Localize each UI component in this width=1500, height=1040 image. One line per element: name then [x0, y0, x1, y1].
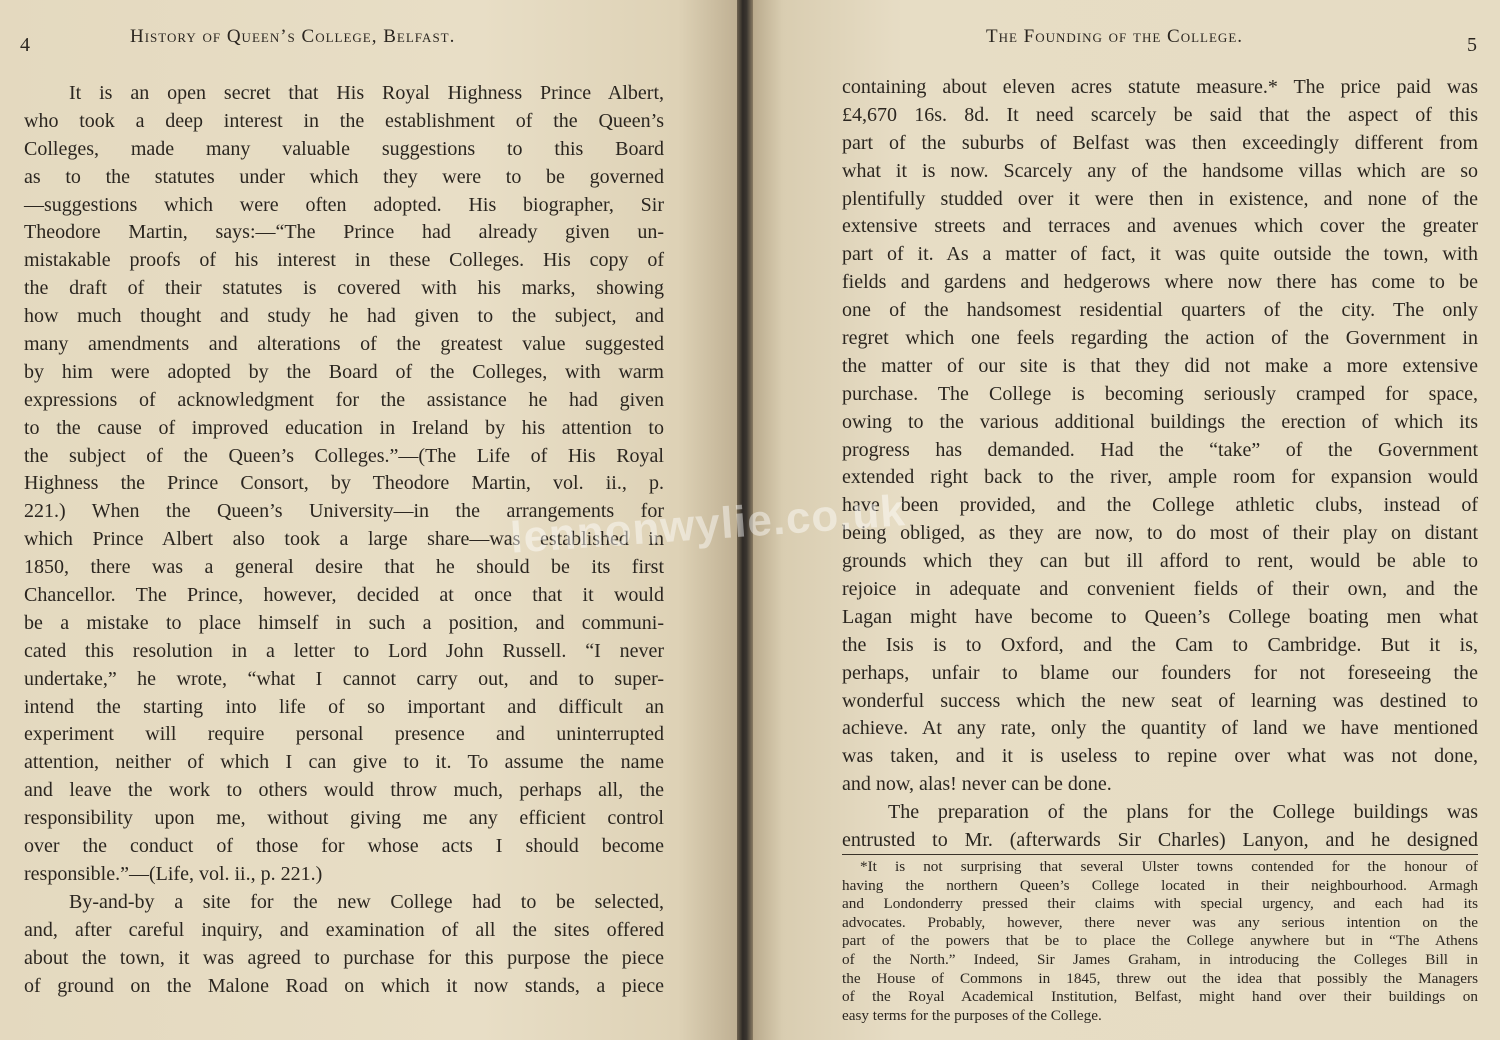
page-number: 5 — [1467, 34, 1477, 56]
text-line: By-and-by a site for the new College had to be selected, — [69, 890, 664, 913]
body-text — [842, 74, 1478, 855]
text-line: was taken, and it is useless to repine over what was not done, — [842, 745, 1478, 768]
text-line: perhaps, unfair to blame our founders for not foreseeing the — [842, 661, 1478, 684]
text-line: achieve. At any rate, only the quantity of land we have mentioned — [842, 717, 1478, 740]
text-line: fields and gardens and hedgerows where now there has come to be — [842, 271, 1478, 294]
text-line: Lagan might have become to Queen’s College boating men what — [842, 605, 1478, 628]
footnote-line: *It is not surprising that several Ulster towns contended for the honour of — [860, 858, 1478, 875]
text-line: undertake,” he wrote, “what I cannot carry out, and to super- — [24, 667, 664, 690]
text-line: It is an open secret that His Royal Highness Prince Albert, — [69, 82, 664, 104]
text-line: of ground on the Malone Road on which it now stands, a piece — [24, 974, 664, 997]
text-line: part of it. As a matter of fact, it was quite outside the town, with — [842, 243, 1478, 266]
text-line: £4,670 16s. 8d. It need scarcely be said that the aspect of this — [842, 103, 1478, 126]
footnote-line: having the northern Queen’s College located in their neighbourhood. Armagh — [842, 876, 1478, 894]
text-line: expressions of acknowledgment for the assistance he had given — [24, 388, 664, 411]
text-line: and, after careful inquiry, and examination of all the sites offered — [24, 918, 664, 941]
running-head: History of Queen’s College, Belfast. — [130, 26, 456, 47]
text-line: as to the statutes under which they were to be governed — [24, 165, 664, 188]
text-line: containing about eleven acres statute measure.* The price paid was — [842, 76, 1478, 98]
text-line: attention, neither of which I can give to it. To assume the name — [24, 751, 664, 774]
text-line: The preparation of the plans for the College buildings was — [888, 801, 1478, 824]
text-line: —suggestions which were often adopted. His biographer, Sir — [24, 193, 664, 216]
running-head: The Founding of the College. — [986, 26, 1244, 47]
text-line: wonderful success which the new seat of learning was destined to — [842, 689, 1478, 712]
text-line: 221.) When the Queen’s University—in the arrangements for — [24, 500, 664, 523]
text-line: regret which one feels regarding the action of the Government in — [842, 327, 1478, 350]
text-line: responsible.”—(Life, vol. ii., p. 221.) — [24, 862, 323, 885]
footnote-line: of the Royal Academical Institution, Belfast, might hand over their buildings on — [842, 988, 1478, 1006]
text-line: by him were adopted by the Board of the Colleges, with warm — [24, 360, 664, 383]
text-line: grounds which they can but ill afford to rent, would be able to — [842, 550, 1478, 573]
text-line: be a mistake to place himself in such a position, and communi- — [24, 611, 664, 634]
text-line: one of the handsomest residential quarters of the city. The only — [842, 299, 1478, 322]
text-line: Colleges, made many valuable suggestions to this Board — [24, 137, 664, 160]
footnote — [842, 858, 1478, 1025]
text-line: cated this resolution in a letter to Lord John Russell. “I never — [24, 639, 664, 662]
text-line: owing to the various additional buildings the erection of which its — [842, 410, 1478, 433]
text-line: Highness the Prince Consort, by Theodore Martin, vol. ii., p. — [24, 472, 664, 495]
text-line: Chancellor. The Prince, however, decided at once that it would — [24, 584, 664, 607]
text-line: purchase. The College is becoming seriously cramped for space, — [842, 382, 1478, 405]
footnote-line: advocates. Probably, however, there never was any serious intention on the — [842, 913, 1478, 931]
text-line: intend the starting into life of so important and difficult an — [24, 695, 664, 718]
text-line: experiment will require personal presence and uninterrupted — [24, 723, 664, 746]
footnote-line: easy terms for the purposes of the College. — [842, 1006, 1102, 1024]
text-line: to the cause of improved education in Ireland by his attention to — [24, 416, 664, 439]
text-line: progress has demanded. Had the “take” of the Government — [842, 438, 1478, 461]
text-line: being obliged, as they are now, to do most of their play on distant — [842, 522, 1478, 545]
text-line: part of the suburbs of Belfast was then exceedingly different from — [842, 131, 1478, 154]
text-line: Theodore Martin, says:—“The Prince had already given un- — [24, 221, 664, 244]
text-line: the Isis is to Oxford, and the Cam to Cambridge. But it is, — [842, 633, 1478, 656]
text-line: 1850, there was a general desire that he should be its first — [24, 556, 664, 579]
text-line: the draft of their statutes is covered with his marks, showing — [24, 277, 664, 300]
footnote-line: and Londonderry pressed their claims with special urgency, and each had its — [842, 895, 1478, 913]
text-line: the subject of the Queen’s Colleges.”—(The Life of His Royal — [24, 444, 664, 467]
footnote-line: part of the powers that be to place the College anywhere but in “The Athens — [842, 932, 1478, 950]
text-line: mistakable proofs of his interest in these Colleges. His copy of — [24, 249, 664, 272]
text-line: over the conduct of those for whose acts I should become — [24, 835, 664, 858]
watermark: lennonwylie.co.uk — [508, 486, 908, 563]
text-line: about the town, it was agreed to purchase for this purpose the piece — [24, 946, 664, 969]
text-line: many amendments and alterations of the greatest value suggested — [24, 333, 664, 356]
text-line: who took a deep interest in the establishment of the Queen’s — [24, 109, 664, 132]
text-line: responsibility upon me, without giving me any efficient control — [24, 807, 664, 830]
text-line: plentifully studded over it were then in existence, and none of the — [842, 187, 1478, 210]
page-number: 4 — [20, 34, 30, 56]
text-line: have been provided, and the College athletic clubs, instead of — [842, 494, 1478, 517]
text-line: which Prince Albert also took a large share—was established in — [24, 528, 664, 551]
text-line: what it is now. Scarcely any of the handsome villas which are so — [842, 159, 1478, 182]
footnote-line: of the North.” Indeed, Sir James Graham, in introducing the Colleges Bill in — [842, 950, 1478, 968]
text-line: how much thought and study he had given to the subject, and — [24, 305, 664, 328]
footnote-line: the House of Commons in 1845, threw out the idea that possibly the Managers — [842, 969, 1478, 987]
text-line: and leave the work to others would throw much, perhaps all, the — [24, 779, 664, 802]
text-line: rejoice in adequate and convenient fields of their own, and the — [842, 578, 1478, 601]
text-line: the matter of our site is that they did not make a more extensive — [842, 354, 1478, 377]
text-line: and now, alas! never can be done. — [842, 773, 1112, 796]
text-line: entrusted to Mr. (afterwards Sir Charles) Lanyon, and he designed — [842, 829, 1478, 852]
footnote-rule — [842, 854, 1478, 855]
text-line: extended right back to the river, ample room for expansion would — [842, 466, 1478, 489]
text-line: extensive streets and terraces and avenues which cover the greater — [842, 215, 1478, 238]
